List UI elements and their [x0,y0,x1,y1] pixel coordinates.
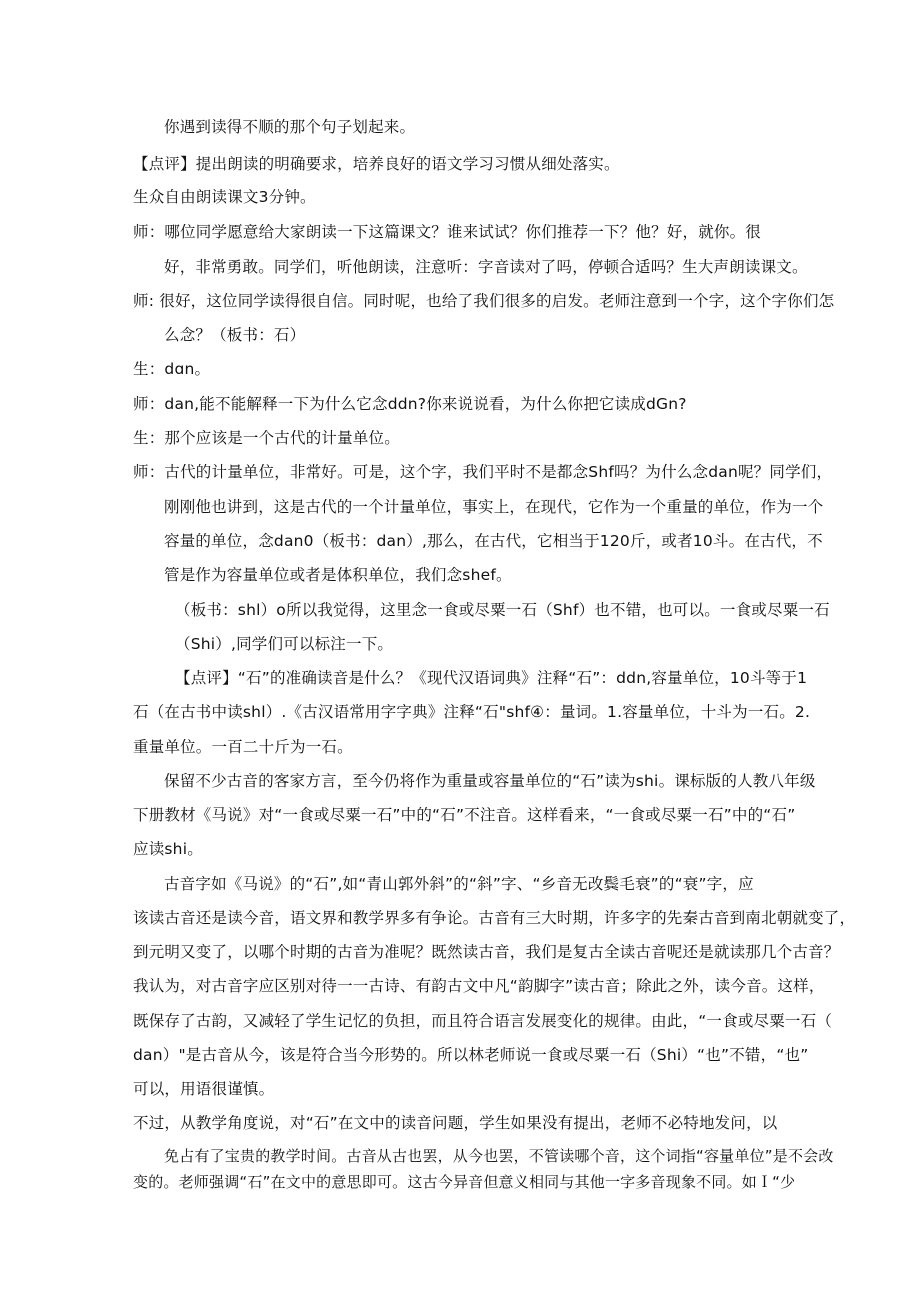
text-line: 应读shi。 [133,840,203,858]
text-line: （Shi）,同学们可以标注一下。 [175,635,394,653]
text-line: 师：dan,能不能解释一下为什么它念ddn?你来说说看，为什么你把它读成dGn? [133,395,687,413]
text-line: 可以，用语很谨慎。 [133,1080,275,1098]
text-line: 下册教材《马说》对“一食或尽粟一石”中的“石”不注音。这样看来，“一食或尽粟一石”中的“石” [133,806,796,824]
text-line: 不过，从教学角度说，对“石”在文中的读音问题，学生如果没有提出，老师不必特地发问，以 [133,1114,778,1132]
text-line: 师: 很好，这位同学读得很自信。同时呢，也给了我们很多的启发。老师注意到一个字，这个字你们怎 [133,292,835,310]
text-line: 石（在古书中读shl）.《古汉语常用字字典》注释“石"shf④：量词。1.容量单位，十斗为一石。2. [133,703,811,721]
text-line: 生：那个应该是一个古代的计量单位。 [133,429,400,447]
text-line: 刚刚他也讲到，这是古代的一个计量单位，事实上，在现代，它作为一个重量的单位，作为一个 [164,498,824,516]
text-line: 么念？（板书：石） [164,326,306,344]
text-line: 我认为，对古音字应区别对待一一古诗、有韵古文中凡“韵脚字”读古音；除此之外，读今音。这样， [133,977,825,995]
text-line: dan）"是古音从今，该是符合当今形势的。所以林老师说一食或尽粟一石（Shi）“也”不错，“也” [133,1046,809,1064]
text-line: （板书：shl）o所以我觉得，这里念一食或尽粟一石（Shf）也不错，也可以。一食或尽粟一石 [175,601,830,619]
text-line: 师：古代的计量单位，非常好。可是，这个字，我们平时不是都念Shf吗？为什么念dan呢？同学们， [133,463,833,481]
text-line: 容量的单位，念dan0（板书：dan）,那么，在古代，它相当于120斤，或者10斗。在古代，不 [164,532,823,550]
text-line: 【点评】“石”的准确读音是什么？《现代汉语词典》注释“石”：ddn,容量单位，10斗等于1 [175,669,808,687]
text-line: 该读古音还是读今音，语文界和教学界多有争论。古音有三大时期，许多字的先秦古音到南北朝就变了， [133,909,856,927]
text-line: 重量单位。一百二十斤为一石。 [133,738,353,756]
text-line: 好，非常勇敢。同学们，听他朗读，注意听：字音读对了吗，停顿合适吗？生大声朗读课文。 [164,258,808,276]
text-line: 既保存了古韵，又减轻了学生记忆的负担，而且符合语言发展变化的规律。由此，“一食或尽粟一石（ [133,1012,833,1030]
text-line: 管是作为容量单位或者是体积单位，我们念shef。 [164,566,512,584]
text-line: 到元明又变了，以哪个时期的古音为准呢？既然读古音，我们是复古全读古音呢还是就读那几个古音？ [133,943,840,961]
text-line: 师：哪位同学愿意给大家朗读一下这篇课文？谁来试试？你们推荐一下？他？好，就你。很 [133,223,762,241]
text-line: 你遇到读得不顺的那个句子划起来。 [164,118,416,136]
text-line: 【点评】提出朗读的明确要求，培养良好的语文学习习惯从细处落实。 [133,155,620,173]
text-line: 变的。老师强调“石”在文中的意思即可。这古今异音但意义相同与其他一字多音现象不同。如Ｉ“少 [133,1173,796,1191]
text-line: 生：dɑn。 [133,360,211,378]
text-line: 保留不少古音的客家方言，至今仍将作为重量或容量单位的“石”读为shi。课标版的人教八年级 [164,772,816,790]
text-line: 古音字如《马说》的“石”,如“青山郭外斜”的“斜”字、“乡音无改鬓毛衰”的“衰”字，应 [164,875,754,893]
text-line: 生众自由朗读课文3分钟。 [133,188,316,206]
text-line: 免占有了宝贵的教学时间。古音从古也罢，从今也罢，不管读哪个音，这个词指“容量单位”是不会改 [164,1147,834,1165]
